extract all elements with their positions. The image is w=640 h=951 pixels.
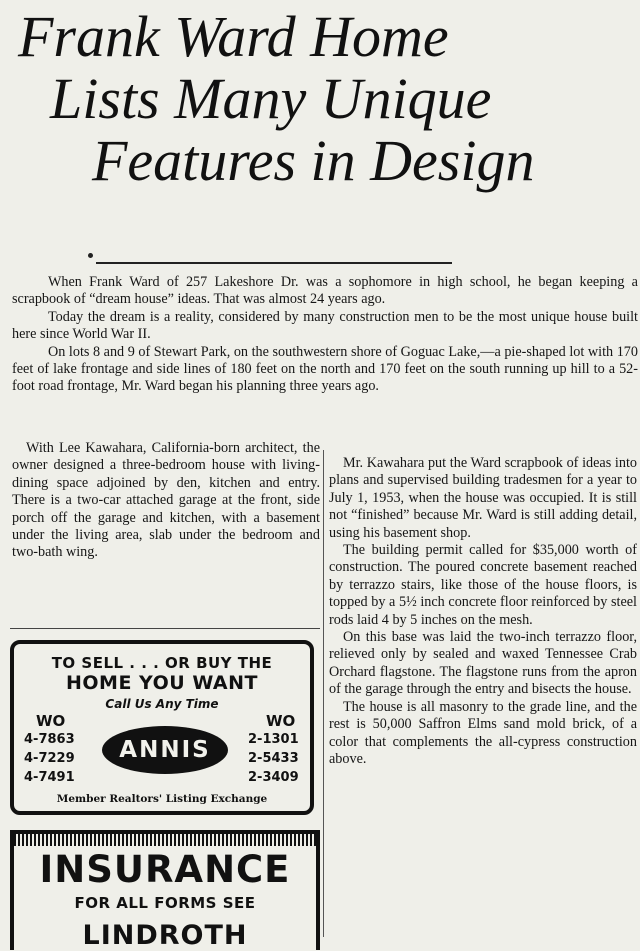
annis-logo: ANNIS <box>102 726 228 774</box>
right-paragraph-1: Mr. Kawahara put the Ward scrapbook of ideas into plans and supervised building tradesmen for a year to July 1, 1953, when the house was occupied. It is still not “finished” because Mr. Ward is still adding detail, using his basement shop. <box>329 455 637 541</box>
column-divider <box>323 450 324 937</box>
left-column <box>12 440 320 562</box>
lead-paragraph-1: When Frank Ward of 257 Lakeshore Dr. was a sophomore in high school, he began keeping a scrapbook of “dream house” ideas. That was almost 24 years ago. <box>12 274 638 308</box>
ad-footer: Member Realtors' Listing Exchange <box>56 793 268 805</box>
right-paragraph-4: The house is all masonry to the grade line, and the rest is 50,000 Saffron Elms sand mold brick, of a color that complements the all-cypress construction above. <box>329 698 637 767</box>
ad-call-text: Call Us Any Time <box>105 697 219 711</box>
headline-rule <box>96 262 452 264</box>
insurance-ad <box>10 830 320 950</box>
phone-number: 2-3409 <box>248 770 299 785</box>
right-column <box>329 455 637 768</box>
phone-list-left <box>24 730 75 787</box>
insurance-name: LINDROTH <box>82 920 248 951</box>
phone-number: 4-7229 <box>24 751 75 766</box>
insurance-headline: INSURANCE <box>39 848 291 891</box>
phone-number: 2-5433 <box>248 751 299 766</box>
lead-paragraphs <box>12 274 638 396</box>
ad-border-pattern <box>14 834 316 846</box>
annis-real-estate-ad <box>10 640 314 815</box>
exchange-left: WO <box>36 712 66 730</box>
phone-number: 4-7491 <box>24 770 75 785</box>
headline-line-3: Features in Design <box>92 128 535 193</box>
ink-dot <box>88 253 93 258</box>
lead-paragraph-3: On lots 8 and 9 of Stewart Park, on the southwestern shore of Goguac Lake,—a pie-shaped lot with 170 feet of lake frontage and side lines of 180 feet on the north and 170 feet on the south running up hill to a 52-foot road frontage, Mr. Ward began his planning three years ago. <box>12 343 638 395</box>
ad-headline-2: HOME YOU WANT <box>65 672 258 694</box>
left-paragraph-1: With Lee Kawahara, California-born architect, the owner designed a three-bedroom house with living-dining space adjoined by den, kitchen and entry. There is a two-car attached garage at the front, side porch off the garage and kitchen, with a basement under the living area, slab under the bedroom and two-bath wing. <box>12 440 320 561</box>
phone-number: 4-7863 <box>24 732 75 747</box>
right-paragraph-2: The building permit called for $35,000 worth of construction. The poured concrete basement reached by terrazzo stairs, like those of the house floors, is topped by a 5½ inch concrete floor reinforced by steel rods laid 4 by 5 inches on the mesh. <box>329 542 637 628</box>
phone-list-right <box>248 730 299 787</box>
headline-line-1: Frank Ward Home <box>18 4 449 69</box>
insurance-subline: FOR ALL FORMS SEE <box>74 894 256 912</box>
lead-paragraph-2: Today the dream is a reality, considered by many construction men to be the most unique house built here since World War II. <box>12 308 638 343</box>
headline <box>0 6 640 192</box>
phone-number: 2-1301 <box>248 732 299 747</box>
exchange-right: WO <box>266 712 296 730</box>
ad-headline-1: TO SELL . . . OR BUY THE <box>51 654 273 672</box>
headline-line-2: Lists Many Unique <box>50 66 492 131</box>
section-rule <box>10 628 320 629</box>
right-paragraph-3: On this base was laid the two-inch terrazzo floor, relieved only by sealed and waxed Tennessee Crab Orchard flagstone. The flagstone runs from the apron of the garage through the entry and bisects the house. <box>329 629 637 698</box>
